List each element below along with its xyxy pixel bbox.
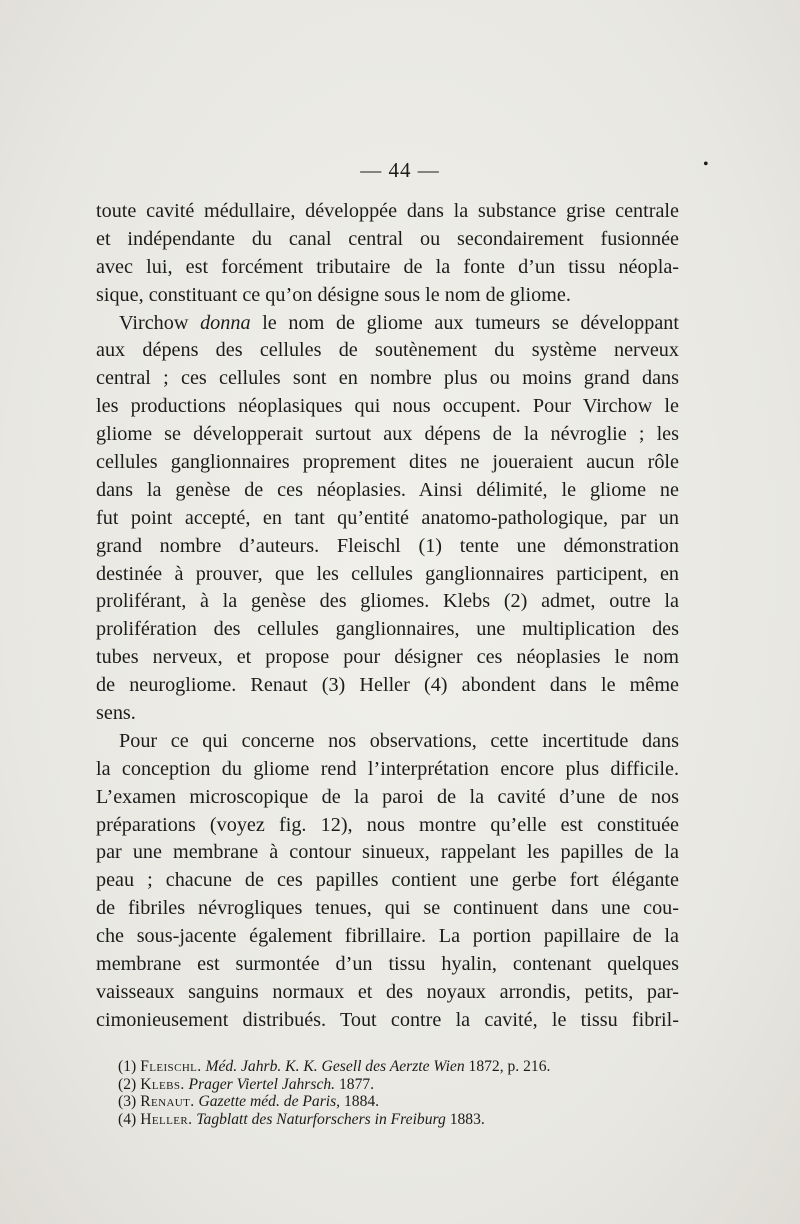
footnote-author: Fleischl. <box>140 1058 202 1075</box>
text-line: peau ; chacune de ces papilles contient une gerbe fort élégante <box>96 869 679 892</box>
footnote-number: (3) <box>118 1093 137 1110</box>
text-line: et indépendante du canal central ou secondairement fusionnée <box>96 227 679 250</box>
text-line: cellules ganglionnaires proprement dites ne joueraient aucun rôle <box>96 451 679 474</box>
text-line: cimonieusement distribués. Tout contre la cavité, le tissu fibril- <box>96 1008 679 1031</box>
footnote-details: 1883. <box>445 1110 485 1128</box>
text-run: le nom de gliome aux tumeurs se développant <box>250 311 679 334</box>
text-line: préparations (voyez fig. 12), nous montre qu’elle est constituée <box>96 813 679 836</box>
text-line: prolifération des cellules ganglionnaires, une multiplication des <box>96 618 679 641</box>
text-line: che sous-jacente également fibrillaire. La portion papillaire de la <box>96 925 679 948</box>
text-line: sens. <box>96 702 136 725</box>
footnote-author: Heller. <box>140 1110 193 1128</box>
footnote-author: Renaut. <box>140 1093 195 1110</box>
footnote <box>118 1111 678 1129</box>
footnote-details: 1872, p. 216. <box>464 1058 551 1075</box>
text-line: fut point accepté, en tant qu’entité anatomo-pathologique, par un <box>96 506 679 529</box>
body-text <box>96 198 679 1035</box>
footnote <box>118 1076 678 1094</box>
text-line: tubes nerveux, et propose pour désigner ces néoplasies le nom <box>96 646 679 669</box>
footnote-title: Prager Viertel Jahrsch. <box>188 1075 336 1093</box>
text-line: membrane est surmontée d’un tissu hyalin, contenant quelques <box>96 953 679 976</box>
footnote-details: 1877. <box>335 1075 375 1093</box>
text-line: vaisseaux sanguins normaux et des noyaux arrondis, petits, par- <box>96 980 679 1003</box>
footnote-title: Méd. Jahrb. K. K. Gesell des Aerzte Wien <box>205 1058 465 1075</box>
margin-dot: • <box>703 156 709 173</box>
footnote-title: Gazette méd. de Paris, <box>198 1093 341 1110</box>
footnote-title: Tagblatt des Naturforschers in Freiburg <box>196 1110 446 1128</box>
text-line: sique, constituant ce qu’on désigne sous le nom de gliome. <box>96 283 571 306</box>
footnote-number: (1) <box>118 1058 137 1075</box>
text-line: de fibriles névrogliques tenues, qui se continuent dans une cou- <box>96 897 679 920</box>
text-line: L’examen microscopique de la paroi de la cavité d’une de nos <box>96 785 679 808</box>
text-run: Virchow <box>119 311 201 334</box>
italic-word: donna <box>200 311 251 334</box>
footnotes <box>118 1058 678 1128</box>
text-line: de neurogliome. Renaut (3) Heller (4) abondent dans le même <box>96 674 679 697</box>
footnote <box>118 1058 678 1076</box>
text-line: Pour ce qui concerne nos observations, cette incertitude dans <box>119 729 679 752</box>
footnote-author: Klebs. <box>140 1075 185 1093</box>
text-line: central ; ces cellules sont en nombre plus ou moins grand dans <box>96 367 679 390</box>
text-line: avec lui, est forcément tributaire de la fonte d’un tissu néopla- <box>96 255 679 278</box>
footnote <box>118 1093 678 1111</box>
text-line: par une membrane à contour sinueux, rappelant les papilles de la <box>96 841 679 864</box>
text-line: grand nombre d’auteurs. Fleischl (1) tente une démonstration <box>96 534 679 557</box>
text-line: la conception du gliome rend l’interprétation encore plus difficile. <box>96 757 679 780</box>
text-line: gliome se développerait surtout aux dépens de la névroglie ; les <box>96 423 679 446</box>
footnote-number: (2) <box>118 1075 137 1093</box>
text-line: proliférant, à la genèse des gliomes. Klebs (2) admet, outre la <box>96 590 679 613</box>
footnote-details: 1884. <box>340 1093 380 1110</box>
footnote-number: (4) <box>118 1110 137 1128</box>
text-line: toute cavité médullaire, développée dans la substance grise centrale <box>96 200 679 222</box>
text-line <box>96 310 679 338</box>
text-line: destinée à prouver, que les cellules ganglionnaires participent, en <box>96 562 679 585</box>
text-line: dans la genèse de ces néoplasies. Ainsi délimité, le gliome ne <box>96 478 679 501</box>
text-line: aux dépens des cellules de soutènement du système nerveux <box>96 339 679 362</box>
text-line: les productions néoplasiques qui nous occupent. Pour Virchow le <box>96 395 679 418</box>
page-number: — 44 — <box>360 158 440 182</box>
